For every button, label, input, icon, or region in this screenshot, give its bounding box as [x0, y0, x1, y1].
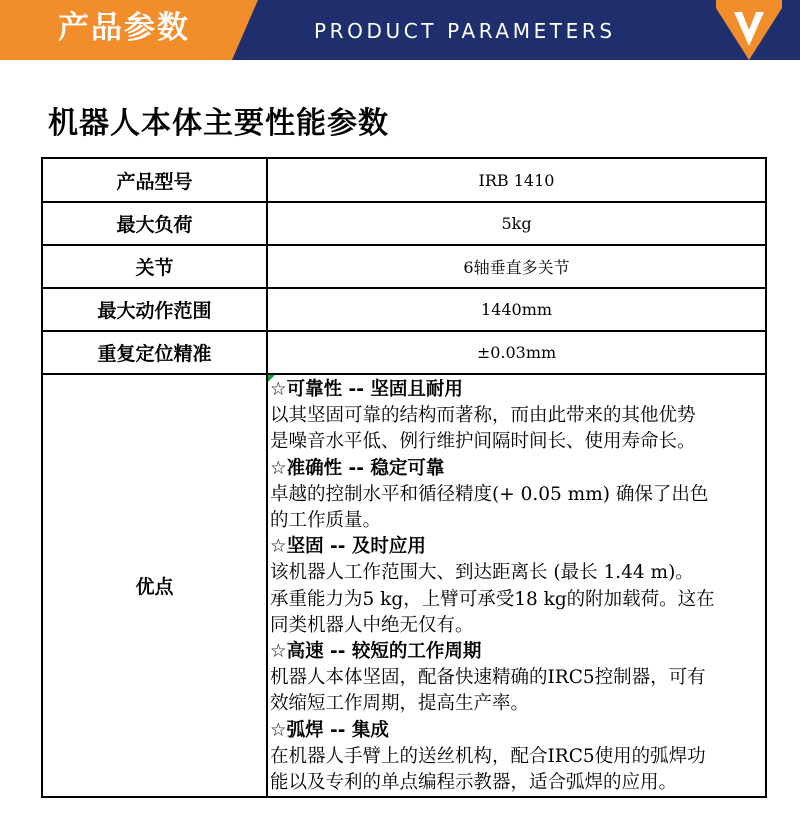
- advantage-text-line: 在机器人手臂上的送丝机构，配合IRC5使用的弧焊功: [270, 745, 706, 767]
- spec-row-advantages: [42, 374, 766, 797]
- spec-value: 6轴垂直多关节: [267, 245, 766, 288]
- advantages-list: [268, 375, 765, 796]
- advantage-text-line: 能以及专利的单点编程示教器，适合弧焊的应用。: [270, 772, 678, 794]
- spec-label: 产品型号: [42, 158, 267, 202]
- advantage-title: ☆坚固 -- 及时应用: [270, 536, 426, 558]
- advantages-cell: [267, 374, 766, 797]
- advantage-title: ☆高速 -- 较短的工作周期: [270, 641, 482, 663]
- advantage-text-line: 承重能力为5 kg，上臂可承受18 kg的附加载荷。这在: [270, 588, 715, 610]
- cell-corner-marker: [268, 375, 275, 382]
- spec-row-model: [42, 158, 766, 202]
- header-banner: [0, 0, 800, 60]
- spec-value: 5kg: [267, 202, 766, 245]
- advantage-text-line: 该机器人工作范围大、到达距离长 (最长 1.44 m)。: [270, 562, 694, 584]
- v-chevron-logo-icon: [716, 0, 782, 60]
- advantage-title: ☆准确性 -- 稳定可靠: [270, 457, 445, 479]
- spec-row-joints: [42, 245, 766, 288]
- spec-label: 关节: [42, 245, 267, 288]
- advantages-label: 优点: [42, 374, 267, 797]
- spec-row-max-reach: [42, 288, 766, 331]
- section-title: 机器人本体主要性能参数: [48, 106, 389, 141]
- advantage-text-line: 机器人本体坚固，配备快速精确的IRC5控制器，可有: [270, 667, 706, 689]
- spec-value: 1440mm: [267, 288, 766, 331]
- advantage-text-line: 同类机器人中绝无仅有。: [270, 614, 474, 636]
- spec-row-max-load: [42, 202, 766, 245]
- advantage-text-line: 的工作质量。: [270, 510, 382, 532]
- spec-value: ±0.03mm: [267, 331, 766, 374]
- spec-value: IRB 1410: [267, 158, 766, 202]
- spec-label: 重复定位精准: [42, 331, 267, 374]
- spec-table: [41, 157, 767, 798]
- advantage-text-line: 以其坚固可靠的结构而著称，而由此带来的其他优势: [270, 405, 696, 427]
- banner-title-cn: 产品参数: [58, 10, 190, 46]
- spec-row-repeatability: [42, 331, 766, 374]
- advantage-title: ☆弧焊 -- 集成: [270, 719, 389, 741]
- spec-label: 最大负荷: [42, 202, 267, 245]
- advantage-title: ☆可靠性 -- 坚固且耐用: [270, 379, 463, 400]
- advantage-text-line: 效缩短工作周期，提高生产率。: [270, 693, 530, 715]
- spec-label: 最大动作范围: [42, 288, 267, 331]
- banner-title-en: PRODUCT PARAMETERS: [314, 19, 616, 43]
- advantage-text-line: 卓越的控制水平和循径精度(+ 0.05 mm) 确保了出色: [270, 483, 709, 505]
- advantage-text-line: 是噪音水平低、例行维护间隔时间长、使用寿命长。: [270, 431, 696, 453]
